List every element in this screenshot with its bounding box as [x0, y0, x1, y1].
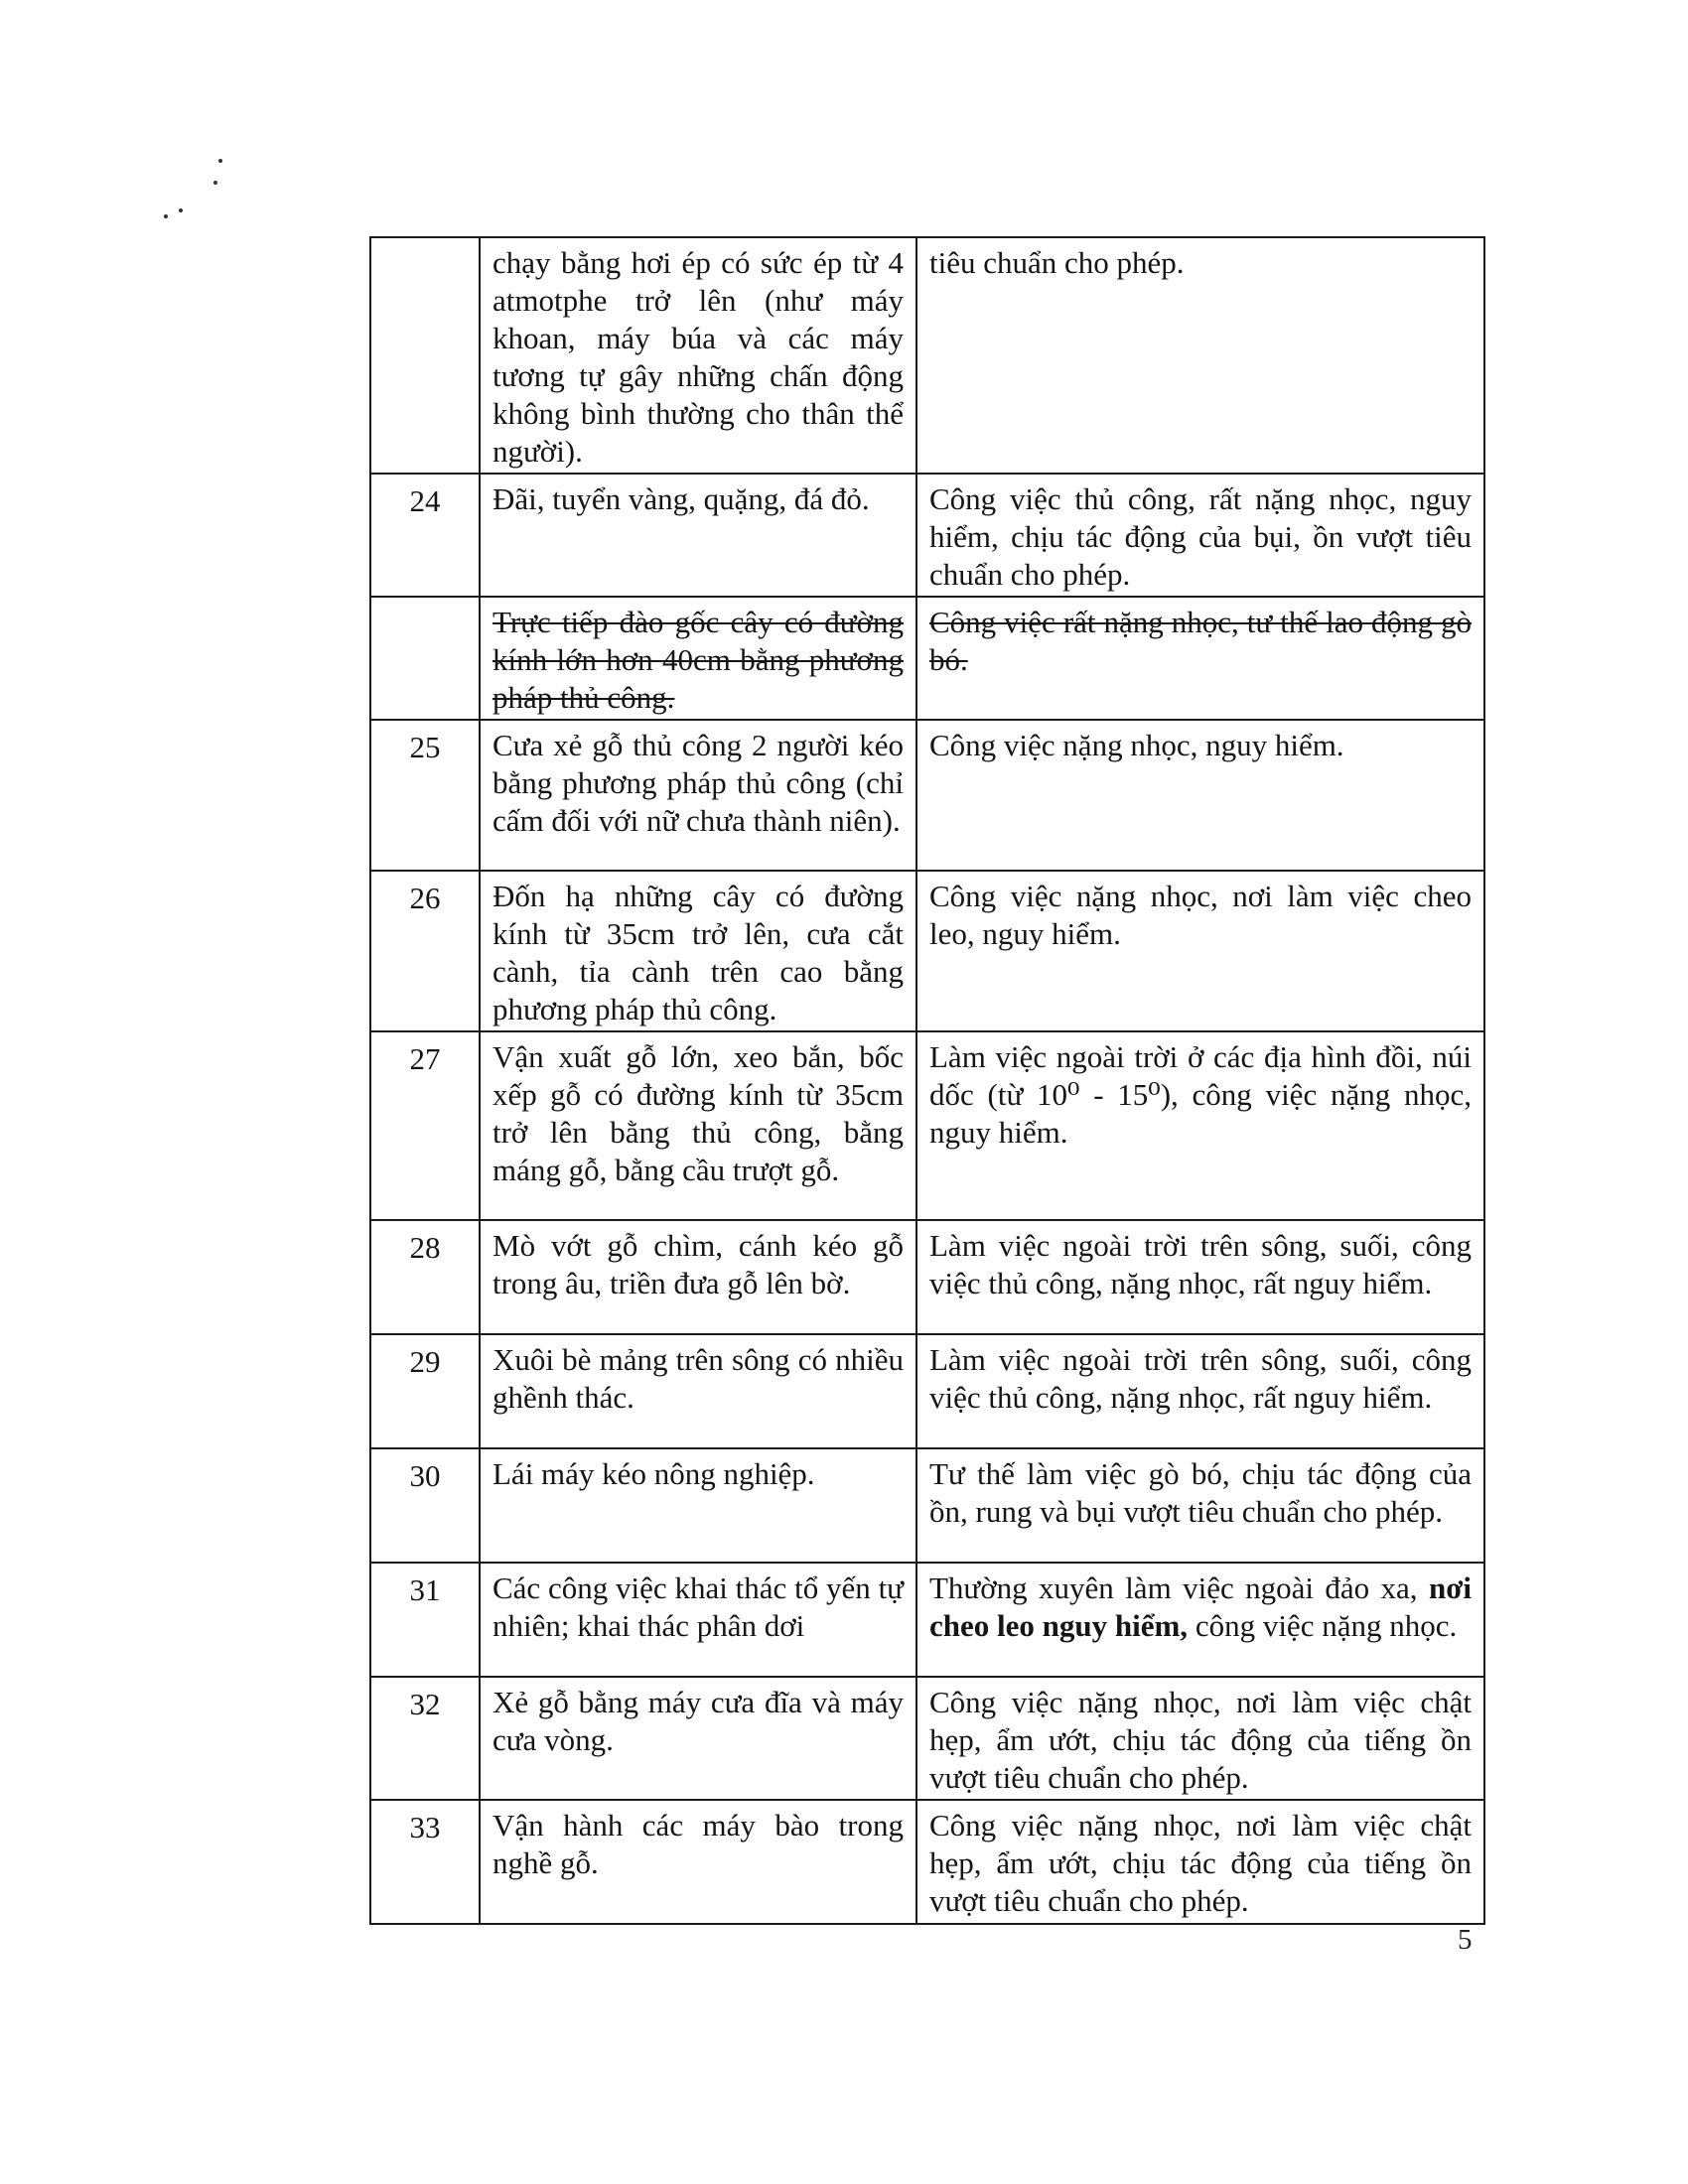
- work-description: Vận xuất gỗ lớn, xeo bắn, bốc xếp gỗ có đường kính từ 35cm trở lên bằng thủ công, bằng máng gỗ, bằng cầu trượt gỗ.: [480, 1031, 916, 1220]
- work-description: Đốn hạ những cây có đường kính từ 35cm trở lên, cưa cắt cành, tỉa cành trên cao bằng phương pháp thủ công.: [480, 871, 916, 1031]
- table-row: [370, 871, 1484, 1031]
- row-number: 30: [370, 1448, 480, 1563]
- hazardous-work-table: [369, 236, 1485, 1925]
- work-description: Cưa xẻ gỗ thủ công 2 người kéo bằng phương pháp thủ công (chỉ cấm đối với nữ chưa thành niên).: [480, 720, 916, 871]
- conditions-text: Thường xuyên làm việc ngoài đảo xa,: [929, 1570, 1429, 1605]
- work-conditions-struck: Công việc rất nặng nhọc, tư thế lao động gò bó.: [916, 597, 1484, 720]
- row-number: 24: [370, 474, 480, 597]
- work-conditions: Công việc nặng nhọc, nơi làm việc chật hẹp, ẩm ướt, chịu tác động của tiếng ồn vượt tiêu chuẩn cho phép.: [916, 1677, 1484, 1800]
- work-conditions: Công việc nặng nhọc, nơi làm việc cheo leo, nguy hiểm.: [916, 871, 1484, 1031]
- table-row: [370, 1220, 1484, 1334]
- work-description: Xẻ gỗ bằng máy cưa đĩa và máy cưa vòng.: [480, 1677, 916, 1800]
- row-number: 25: [370, 720, 480, 871]
- work-description: Xuôi bè mảng trên sông có nhiều ghềnh thác.: [480, 1334, 916, 1448]
- work-description: Lái máy kéo nông nghiệp.: [480, 1448, 916, 1563]
- table-row: [370, 1334, 1484, 1448]
- work-description: Vận hành các máy bào trong nghề gỗ.: [480, 1800, 916, 1924]
- work-description: Đãi, tuyển vàng, quặng, đá đỏ.: [480, 474, 916, 597]
- work-conditions: [916, 1563, 1484, 1677]
- work-conditions: Làm việc ngoài trời ở các địa hình đồi, núi dốc (từ 10⁰ - 15⁰), công việc nặng nhọc, nguy hiểm.: [916, 1031, 1484, 1220]
- work-conditions: Công việc thủ công, rất nặng nhọc, nguy hiểm, chịu tác động của bụi, ồn vượt tiêu chuẩn cho phép.: [916, 474, 1484, 597]
- row-number: 32: [370, 1677, 480, 1800]
- work-conditions: tiêu chuẩn cho phép.: [916, 237, 1484, 474]
- work-conditions: Công việc nặng nhọc, nguy hiểm.: [916, 720, 1484, 871]
- conditions-text: công việc nặng nhọc.: [1188, 1608, 1458, 1643]
- work-conditions: Công việc nặng nhọc, nơi làm việc chật hẹp, ẩm ướt, chịu tác động của tiếng ồn vượt tiêu chuẩn cho phép.: [916, 1800, 1484, 1924]
- table-row: [370, 474, 1484, 597]
- work-description-struck: Trực tiếp đào gốc cây có đường kính lớn hơn 40cm bằng phương pháp thủ công.: [480, 597, 916, 720]
- table-row: [370, 1800, 1484, 1924]
- row-number: [370, 237, 480, 474]
- row-number: 28: [370, 1220, 480, 1334]
- table-row-struck: [370, 597, 1484, 720]
- row-number: 31: [370, 1563, 480, 1677]
- table-row: [370, 1563, 1484, 1677]
- work-description: Mò vớt gỗ chìm, cánh kéo gỗ trong âu, triền đưa gỗ lên bờ.: [480, 1220, 916, 1334]
- work-conditions: Tư thế làm việc gò bó, chịu tác động của ồn, rung và bụi vượt tiêu chuẩn cho phép.: [916, 1448, 1484, 1563]
- table-row: [370, 237, 1484, 474]
- table-row: [370, 1677, 1484, 1800]
- work-conditions: Làm việc ngoài trời trên sông, suối, công việc thủ công, nặng nhọc, rất nguy hiểm.: [916, 1334, 1484, 1448]
- conditions-bold-text: nơi cheo leo nguy hiểm,: [929, 1570, 1472, 1643]
- table-row: [370, 1448, 1484, 1563]
- row-number: 26: [370, 871, 480, 1031]
- row-number: 27: [370, 1031, 480, 1220]
- work-description: chạy bằng hơi ép có sức ép từ 4 atmotphe trở lên (như máy khoan, máy búa và các máy tương tự gây những chấn động không bình thường cho thân thể người).: [480, 237, 916, 474]
- row-number: 33: [370, 1800, 480, 1924]
- work-conditions: Làm việc ngoài trời trên sông, suối, công việc thủ công, nặng nhọc, rất nguy hiểm.: [916, 1220, 1484, 1334]
- row-number: [370, 597, 480, 720]
- page-number: 5: [1458, 1924, 1473, 1956]
- row-number: 29: [370, 1334, 480, 1448]
- scan-specks: [159, 149, 258, 228]
- table-row: [370, 720, 1484, 871]
- table-row: [370, 1031, 1484, 1220]
- work-description: Các công việc khai thác tổ yến tự nhiên; khai thác phân dơi: [480, 1563, 916, 1677]
